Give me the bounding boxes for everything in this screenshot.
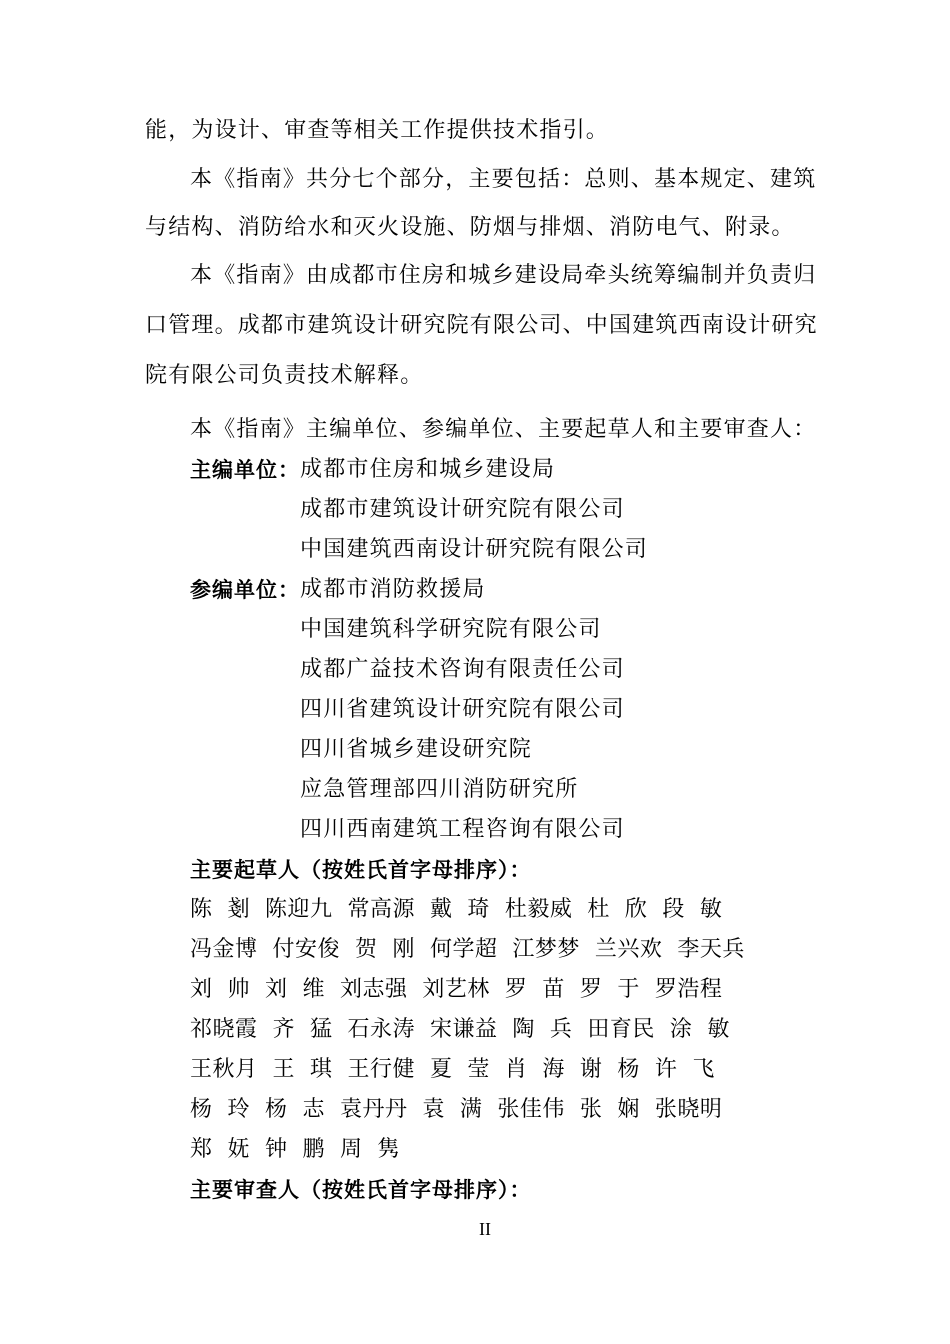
drafter-names-row: 郑 妩 钟 鹏 周 隽	[190, 1137, 400, 1162]
body-text-line: 本《指南》共分七个部分，主要包括：总则、基本规定、建筑	[190, 167, 817, 192]
drafter-names-row: 祁晓霞 齐 猛 石永涛 宋谦益 陶 兵 田育民 涂 敏	[190, 1017, 730, 1042]
participating-unit: 应急管理部四川消防研究所	[300, 777, 579, 802]
participating-unit: 四川省建筑设计研究院有限公司	[300, 697, 625, 722]
reviewers-heading: 主要审查人（按姓氏首字母排序）：	[190, 1178, 532, 1202]
body-text-line: 院有限公司负责技术解释。	[145, 363, 424, 388]
body-text-line: 与结构、消防给水和灭火设施、防烟与排烟、消防电气、附录。	[145, 215, 795, 240]
participating-unit: 四川西南建筑工程咨询有限公司	[300, 817, 625, 842]
chief-editor-unit: 中国建筑西南设计研究院有限公司	[300, 537, 649, 562]
drafter-names-row: 刘 帅 刘 维 刘志强 刘艺林 罗 苗 罗 于 罗浩程	[190, 977, 723, 1002]
drafter-names-row: 王秋月 王 琪 王行健 夏 莹 肖 海 谢 杨 许 飞	[190, 1057, 715, 1082]
chief-editor-unit: 成都市住房和城乡建设局	[300, 457, 556, 482]
chief-editor-label: 主编单位：	[190, 458, 300, 482]
drafters-heading: 主要起草人（按姓氏首字母排序）：	[190, 858, 532, 882]
body-text-line: 能，为设计、审查等相关工作提供技术指引。	[145, 118, 610, 143]
body-text-line: 本《指南》主编单位、参编单位、主要起草人和主要审查人：	[190, 417, 817, 442]
body-text-line: 本《指南》由成都市住房和城乡建设局牵头统筹编制并负责归	[190, 263, 817, 288]
participating-unit: 四川省城乡建设研究院	[300, 737, 533, 762]
participating-unit: 成都广益技术咨询有限责任公司	[300, 657, 625, 682]
chief-editor-unit: 成都市建筑设计研究院有限公司	[300, 497, 625, 522]
drafter-names-row: 陈 剗 陈迎九 常高源 戴 琦 杜毅威 杜 欣 段 敏	[190, 897, 723, 922]
participating-unit-label: 参编单位：	[190, 578, 300, 602]
page-number: II	[479, 1219, 491, 1239]
drafter-names-row: 杨 玲 杨 志 袁丹丹 袁 满 张佳伟 张 娴 张晓明	[190, 1097, 723, 1122]
participating-unit: 成都市消防救援局	[300, 577, 486, 602]
participating-unit: 中国建筑科学研究院有限公司	[300, 617, 602, 642]
body-text-line: 口管理。成都市建筑设计研究院有限公司、中国建筑西南设计研究	[145, 313, 818, 338]
drafter-names-row: 冯金博 付安俊 贺 刚 何学超 江梦梦 兰兴欢 李天兵	[190, 937, 745, 962]
